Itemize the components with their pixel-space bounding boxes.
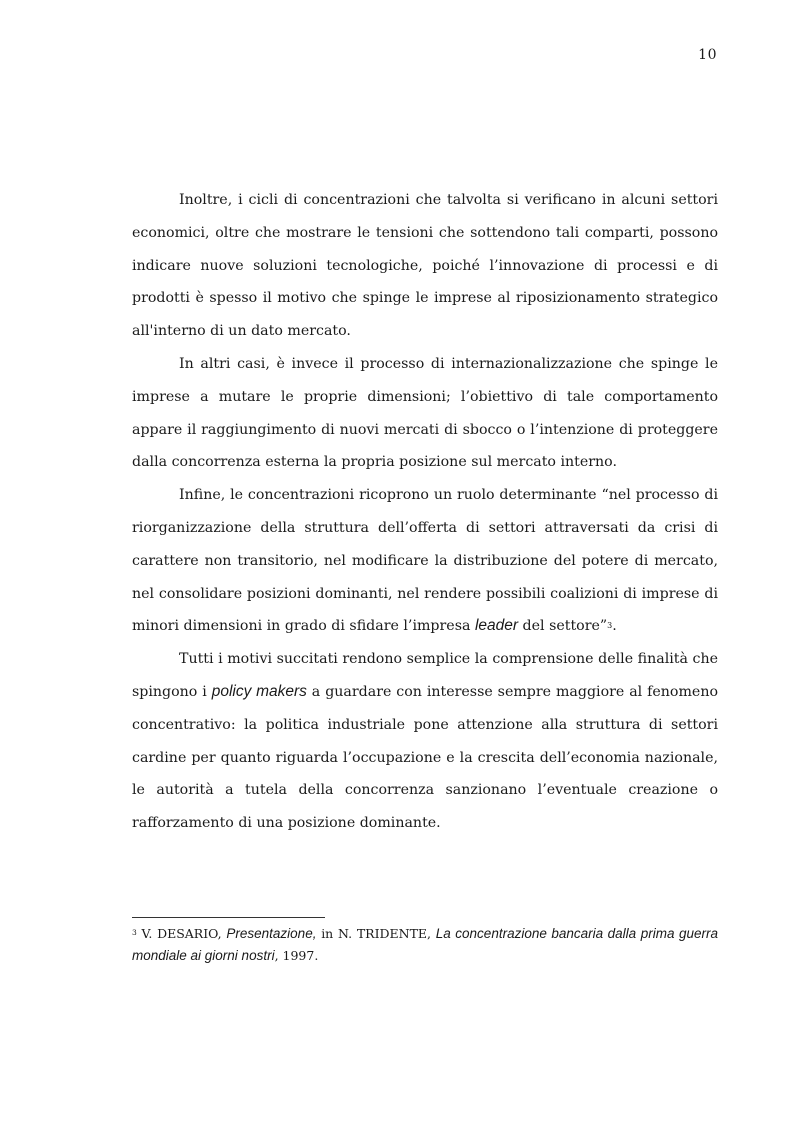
paragraph-3-text-end: del settore” (518, 618, 608, 635)
paragraph-3 (132, 479, 718, 643)
footnote-separator (132, 917, 325, 918)
paragraph-4-text-end: a guardare con interesse sempre maggiore al fenomeno concentrativo: la politica industriale pone attenzione alla struttura di settori cardine per quanto riguarda l’occupazione e la crescita dell’economia nazionale, le autorità a tutela della concorrenza sanzionano l’eventuale creazione o rafforzamento di una posizione dominante. (132, 683, 718, 832)
paragraph-3-period: . (612, 618, 617, 635)
footnote-book-title: La concentrazione bancaria dalla prima guerra mondiale ai giorni nostri (132, 926, 718, 963)
footnote-year: , 1997. (274, 948, 319, 963)
italic-term-policy-makers: policy makers (211, 682, 307, 700)
paragraph-2: In altri casi, è invece il processo di internazionalizzazione che spinge le imprese a mutare le proprie dimensioni; l’obiettivo di tale comportamento appare il raggiungimento di nuovi mercati di sbocco o l’intenzione di proteggere dalla concorrenza esterna la propria posizione sul mercato interno. (132, 355, 718, 471)
page-number: 10 (698, 47, 717, 63)
paragraph-3-text: Infine, le concentrazioni ricoprono un ruolo determinante “nel processo di riorganizzazione della struttura dell’offerta di settori attraversati da crisi di carattere non transitorio, nel modificare la distribuzione del potere di mercato, nel consolidare posizioni dominanti, nel rendere possibili coalizioni di imprese di minori dimensioni in grado di sfidare l’impresa (132, 487, 718, 635)
paragraph-4-text: Tutti i motivi succitati rendono semplice la comprensione delle finalità che spingono i (132, 651, 718, 700)
footnote-reference[interactable]: 3 (607, 621, 613, 631)
body-text (132, 184, 718, 840)
footnote-author: V. DESARIO, (136, 926, 227, 941)
paragraph-1: Inoltre, i cicli di concentrazioni che talvolta si verificano in alcuni settori economici, oltre che mostrare le tensioni che sottendono tali comparti, possono indicare nuove soluzioni tecnologiche, poiché l’innovazione di processi e di prodotti è spesso il motivo che spinge le imprese al riposizionamento strategico all'interno di un dato mercato. (132, 192, 718, 340)
footnote-marker: 3 (132, 928, 137, 937)
italic-term-leader: leader (474, 617, 519, 635)
footnote (132, 923, 718, 967)
paragraph-4 (132, 643, 718, 840)
footnote-work-title: Presentazione, (226, 926, 317, 941)
footnote-in: in N. TRIDENTE, (316, 926, 436, 941)
